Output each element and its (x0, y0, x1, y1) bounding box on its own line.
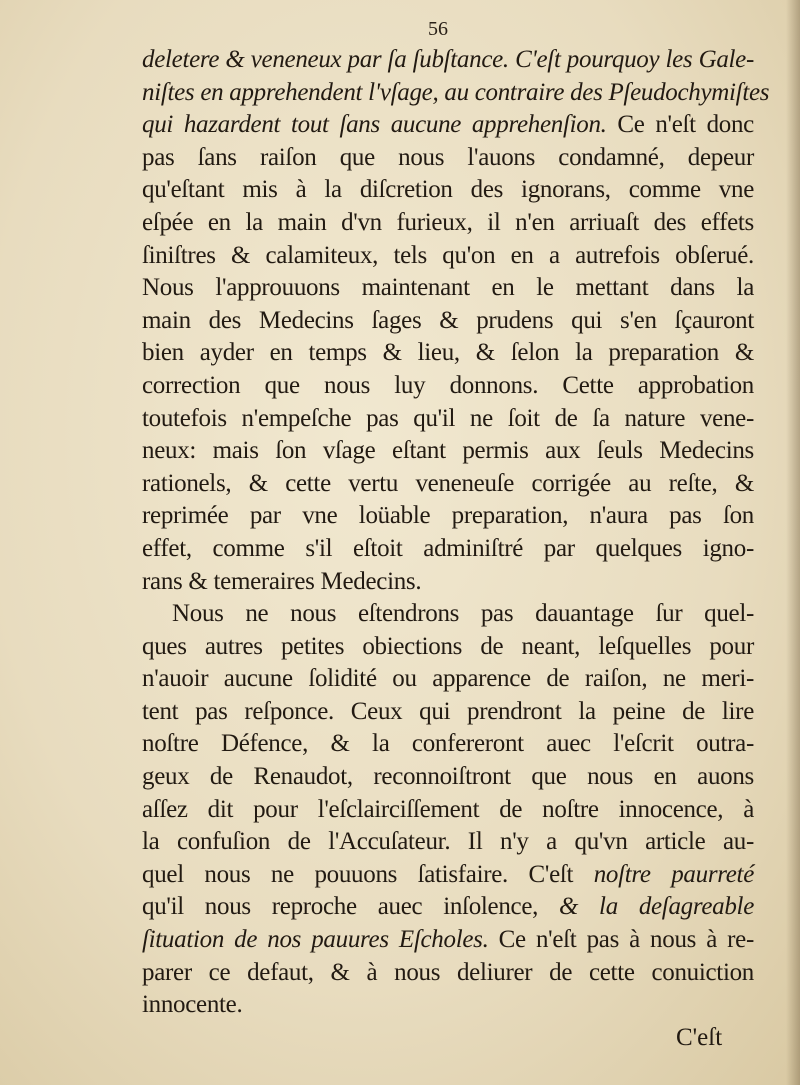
text-line (142, 663, 754, 696)
text-segment: neux: mais ſon vſage eſtant permis aux ſeuls Medecins (142, 437, 754, 465)
text-segment: Nous l'approuuons maintenant en le mettant dans la (142, 274, 754, 302)
body-text (142, 44, 770, 1022)
text-line (142, 174, 754, 207)
text-segment: n'auoir aucune ſolidité ou apparence de raiſon, ne meri- (142, 665, 754, 693)
text-line (142, 826, 754, 859)
text-line (142, 44, 754, 77)
italic-text-segment: niſtes en apprehendent l'vſage, au contraire des Pſeudochymiſtes (142, 78, 770, 106)
text-line (142, 207, 754, 240)
text-line (142, 566, 754, 599)
text-segment: geux de Renaudot, reconnoiſtront que nous en auons (142, 763, 754, 791)
text-line (142, 500, 754, 533)
text-segment: bien ayder en temps & lieu, & ſelon la preparation & (142, 339, 754, 367)
text-segment: qu'eſtant mis à la diſcretion des ignorans, comme vne (142, 176, 754, 204)
text-segment: ſiniſtres & calamiteux, tels qu'on en a autrefois obſerué. (142, 241, 754, 269)
text-segment: noſtre Défence, & la confereront auec l'eſcrit outra- (142, 730, 754, 758)
text-segment: pas ſans raiſon que nous l'auons condamné, depeur (142, 143, 754, 171)
text-line (142, 305, 754, 338)
text-segment: effet, comme s'il eſtoit adminiſtré par quelques igno- (142, 534, 754, 562)
text-line (142, 891, 754, 924)
text-segment: aſſez dit pour l'eſclairciſſement de noſtre innocence, à (142, 795, 754, 823)
text-segment: Ce n'eſt donc (606, 111, 754, 139)
text-line (142, 631, 754, 664)
text-line (142, 761, 754, 794)
text-line (142, 142, 754, 175)
text-line (142, 924, 754, 957)
text-line (142, 598, 754, 631)
text-segment: tent pas reſponce. Ceux qui prendront la peine de lire (142, 697, 754, 725)
text-line (142, 794, 754, 827)
italic-text-segment: deletere & veneneux par ſa ſubſtance. C'eſt pourquoy les Gale- (142, 46, 754, 73)
italic-text-segment: & la deſagreable (559, 893, 754, 921)
text-segment: Ce n'eſt pas à nous à re- (488, 926, 754, 954)
text-line (142, 989, 754, 1022)
text-segment: quel nous ne pouuons ſatisfaire. C'eſt (142, 860, 594, 888)
italic-text-segment: noſtre paurreté (593, 860, 755, 888)
text-line (142, 468, 754, 501)
text-segment: rans & temeraires Medecins. (142, 567, 422, 595)
text-line (142, 403, 754, 436)
text-line (142, 370, 754, 403)
italic-text-segment: ſituation de nos pauures Eſcholes. (142, 926, 489, 954)
text-line (142, 957, 754, 990)
text-segment: ques autres petites obiections de neant, leſquelles pour (142, 632, 754, 660)
text-segment: parer ce defaut, & à nous deliurer de cette conuiction (142, 958, 754, 986)
text-segment: qu'il nous reproche auec inſolence, (142, 893, 559, 921)
text-segment: toutefois n'empeſche pas qu'il ne ſoit de ſa nature vene- (142, 404, 754, 432)
text-segment: eſpée en la main d'vn furieux, il n'en arriuaſt des effets (142, 208, 754, 236)
text-line (142, 272, 754, 305)
text-segment: correction que nous luy donnons. Cette approbation (142, 371, 754, 399)
text-line (142, 77, 770, 110)
text-line (142, 728, 754, 761)
text-line (142, 435, 754, 468)
page-number: 56 (428, 18, 448, 40)
text-segment: Nous ne nous eſtendrons pas dauantage ſur quel- (172, 600, 754, 628)
text-segment: main des Medecins ſages & prudens qui s'en ſçauront (142, 306, 754, 334)
text-segment: rationels, & cette vertu veneneuſe corrigée au reſte, & (142, 469, 754, 497)
text-line (142, 337, 754, 370)
page-edge-shadow (786, 0, 800, 1085)
text-line (142, 109, 754, 142)
italic-text-segment: qui hazardent tout ſans aucune apprehenſion. (142, 111, 607, 139)
text-segment: la confuſion de l'Accuſateur. Il n'y a qu'vn article au- (142, 828, 754, 856)
text-line (142, 240, 754, 273)
text-line (142, 533, 754, 566)
text-segment: reprimée par vne loüable preparation, n'aura pas ſon (142, 502, 754, 530)
catchword: C'eſt (676, 1024, 723, 1051)
text-line (142, 859, 754, 892)
text-line (142, 696, 754, 729)
text-segment: innocente. (142, 991, 243, 1019)
